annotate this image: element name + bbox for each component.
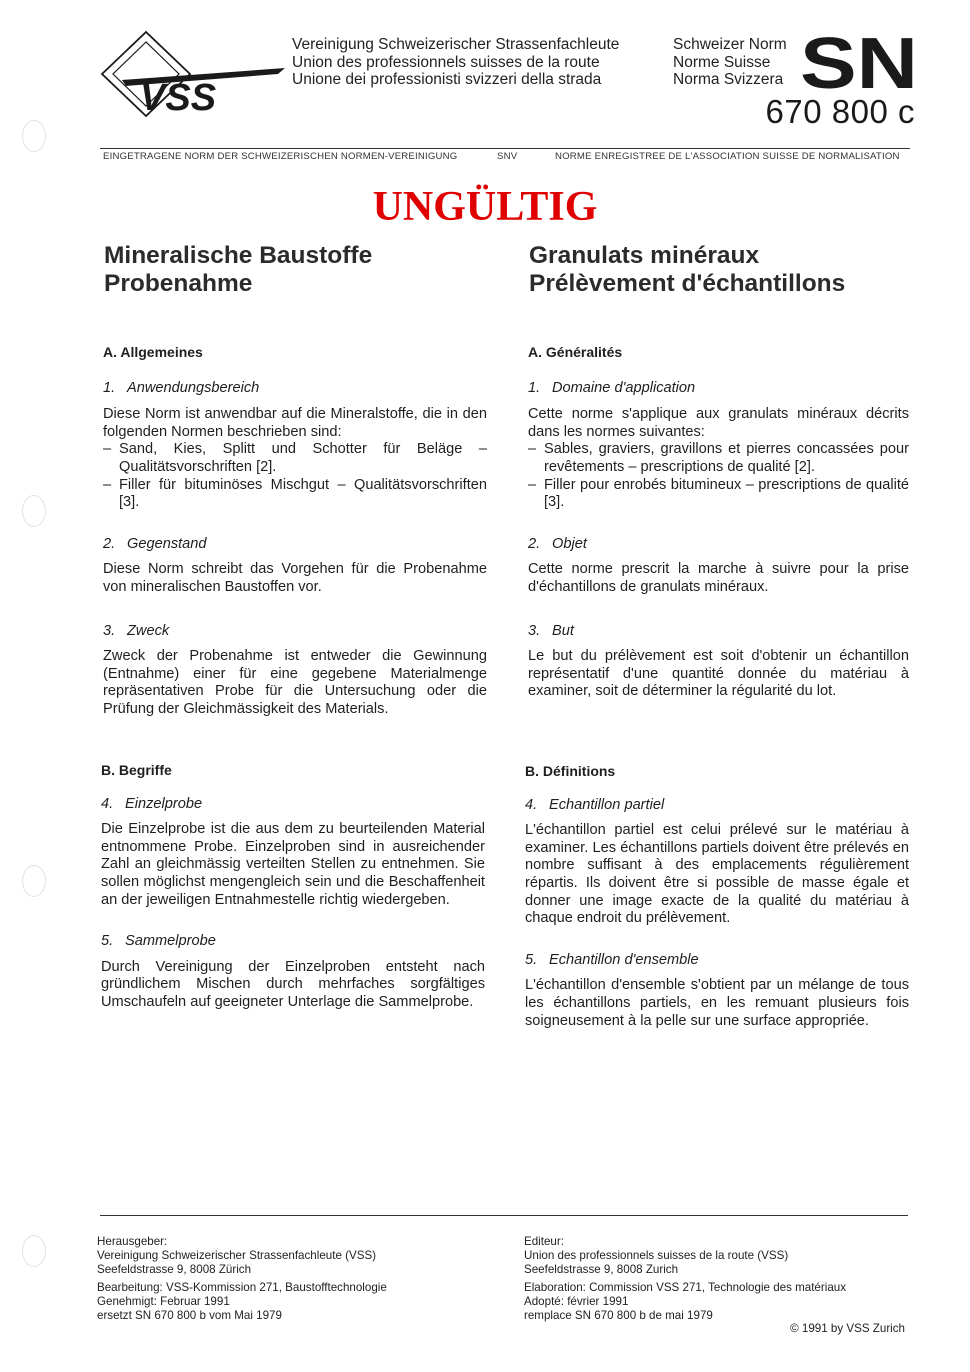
list: [528, 441, 909, 511]
paragraph: L'échantillon d'ensemble s'obtient par un mélange de tous les échantillons partiels, en les remuant plusieurs fois soigneusement à la pelle sur une surface appropriée.: [525, 977, 909, 1029]
column-de-definitions: [101, 762, 485, 1012]
punch-hole-mark: [22, 865, 46, 897]
footer-address: Seefeldstrasse 9, 8008 Zürich: [97, 1263, 252, 1277]
sn-mark: [800, 32, 918, 90]
footer-org: Vereinigung Schweizerischer Strassenfachleute (VSS): [97, 1249, 377, 1263]
title-de-line-1: Mineralische Baustoffe: [104, 242, 373, 269]
paragraph: Durch Vereinigung der Einzelproben entsteht nach gründlichem Mischen durch mehrfaches sorgfältiges Umschaufeln auf geeigneter Unterlage die Sammelprobe.: [101, 958, 485, 1010]
subsection-heading: 1. Domaine d'application: [528, 379, 696, 396]
vss-logo-text: VSS: [140, 77, 217, 119]
paragraph: Diese Norm ist anwendbar auf die Mineralstoffe, die in den folgenden Normen beschrieben sind:: [103, 406, 487, 440]
column-fr-definitions: [525, 763, 909, 1030]
norm-number: 670 800 c: [765, 93, 915, 130]
title-de-line-2: Probenahme: [104, 270, 253, 297]
header-rule: [100, 148, 910, 149]
subsection-heading: 2. Objet: [528, 535, 587, 552]
punch-hole-mark: [22, 120, 46, 152]
footer-replaces: ersetzt SN 670 800 b vom Mai 1979: [97, 1309, 282, 1323]
paragraph: Le but du prélèvement est soit d'obtenir un échantillon représentatif d'une quantité donnée du matériau à examiner, soit de déterminer la régularité du lot.: [528, 648, 909, 700]
column-de: [103, 344, 487, 719]
section-heading-a: A. Allgemeines: [103, 344, 203, 360]
vss-logo: [100, 30, 285, 128]
footer-rule: [100, 1215, 908, 1216]
publisher-name-de: Vereinigung Schweizerischer Strassenfachleute: [292, 36, 620, 53]
swiss-norm-label-it: Norma Svizzera: [673, 71, 784, 88]
section-heading-b: B. Définitions: [525, 763, 616, 779]
registered-norm-fr: NORME ENREGISTREE DE L'ASSOCIATION SUISSE DE NORMALISATION: [555, 151, 900, 162]
invalid-stamp: UNGÜLTIG: [372, 184, 598, 230]
footer-publisher-de: [97, 1235, 477, 1323]
subsection-heading: 5. Echantillon d'ensemble: [525, 951, 699, 968]
section-heading-a: A. Généralités: [528, 344, 623, 360]
publisher-name-it: Unione dei professionisti svizzeri della strada: [292, 71, 602, 88]
copyright: © 1991 by VSS Zurich: [790, 1322, 905, 1335]
paragraph: Cette norme s'applique aux granulats minéraux décrits dans les normes suivantes:: [528, 406, 909, 440]
title-fr: [529, 242, 909, 298]
paragraph: Zweck der Probenahme ist entweder die Gewinnung (Entnahme) einer für eine gegebene Materialmenge repräsentativen Probe für die Untersuchung oder die Prüfung der Gleichmässigkeit des Materials.: [103, 648, 487, 717]
snv-label: SNV: [497, 151, 518, 162]
footer-edited: Bearbeitung: VSS-Kommission 271, Baustofftechnologie: [97, 1280, 387, 1294]
footer-approved: Genehmigt: Februar 1991: [97, 1294, 230, 1308]
footer-edited: Elaboration: Commission VSS 271, Technologie des matériaux: [524, 1280, 847, 1294]
section-heading-b: B. Begriffe: [101, 762, 172, 778]
list: [103, 441, 487, 511]
paragraph: Die Einzelprobe ist die aus dem zu beurteilenden Material entnommene Probe. Einzelproben sind in ausreichender Zahl an gleichmässig verteilten Stellen zu entnehmen. Sie sollen möglichst mengengleich sein und die Beschaffenheit an der jeweiligen Entnahmestelle richtig wiedergeben.: [101, 821, 485, 908]
subsection-heading: 1. Anwendungsbereich: [103, 379, 260, 396]
title-de: [104, 242, 484, 298]
paragraph: L'échantillon partiel est celui prélevé sur le matériau à examiner. Les échantillons partiels doivent être prélevés en nombre suffisant à des emplacements régulièrement répartis. Ils doivent être si possible de masse égale et donner une image exacte de la qualité du matériau à chaque endroit du prélèvement.: [525, 822, 909, 927]
publisher-name-fr: Union des professionnels suisses de la route: [292, 53, 600, 71]
swiss-norm-label-de: Schweizer Norm: [673, 36, 787, 53]
footer-address: Seefeldstrasse 9, 8008 Zurich: [524, 1263, 679, 1277]
paragraph: Cette norme prescrit la marche à suivre pour la prise d'échantillons de granulats minéraux.: [528, 561, 909, 595]
footer-replaces: remplace SN 670 800 b de mai 1979: [524, 1309, 713, 1323]
publisher-names: [292, 36, 619, 89]
subsection-heading: 4. Einzelprobe: [101, 795, 203, 812]
subsection-heading: 3. Zweck: [103, 622, 170, 639]
footer-label: Editeur:: [524, 1235, 564, 1248]
footer-label: Herausgeber:: [97, 1235, 168, 1248]
title-fr-line-2: Prélèvement d'échantillons: [529, 270, 846, 297]
sn-mark-text: SN: [800, 32, 918, 90]
subsection-heading: 4. Echantillon partiel: [525, 796, 665, 813]
swiss-norm-label-fr: Norme Suisse: [673, 53, 771, 71]
footer-org: Union des professionnels suisses de la route (VSS): [524, 1249, 789, 1263]
registered-norm-de: EINGETRAGENE NORM DER SCHWEIZERISCHEN NORMEN-VEREINIGUNG: [103, 151, 458, 162]
subsection-heading: 5. Sammelprobe: [101, 933, 216, 950]
column-fr: [528, 344, 909, 701]
title-fr-line-1: Granulats minéraux: [529, 242, 760, 269]
list-item: – Sand, Kies, Splitt und Schotter für Beläge – Qualitätsvorschriften [2].: [103, 441, 487, 476]
punch-hole-mark: [22, 1235, 46, 1267]
list-item: – Sables, graviers, gravillons et pierres concassées pour revêtements – prescriptions de qualité [2].: [528, 441, 909, 476]
list-item: – Filler für bituminöses Mischgut – Qualitätsvorschriften [3].: [103, 477, 487, 512]
paragraph: Diese Norm schreibt das Vorgehen für die Probenahme von mineralischen Baustoffen vor.: [103, 561, 487, 595]
footer-approved: Adopté: février 1991: [524, 1294, 629, 1308]
list-item: – Filler pour enrobés bitumineux – prescriptions de qualité [3].: [528, 477, 909, 512]
subsection-heading: 2. Gegenstand: [103, 535, 207, 552]
punch-hole-mark: [22, 495, 46, 527]
swiss-norm-labels: [673, 36, 787, 89]
subsection-heading: 3. But: [528, 622, 574, 639]
footer-publisher-fr: [524, 1235, 909, 1323]
